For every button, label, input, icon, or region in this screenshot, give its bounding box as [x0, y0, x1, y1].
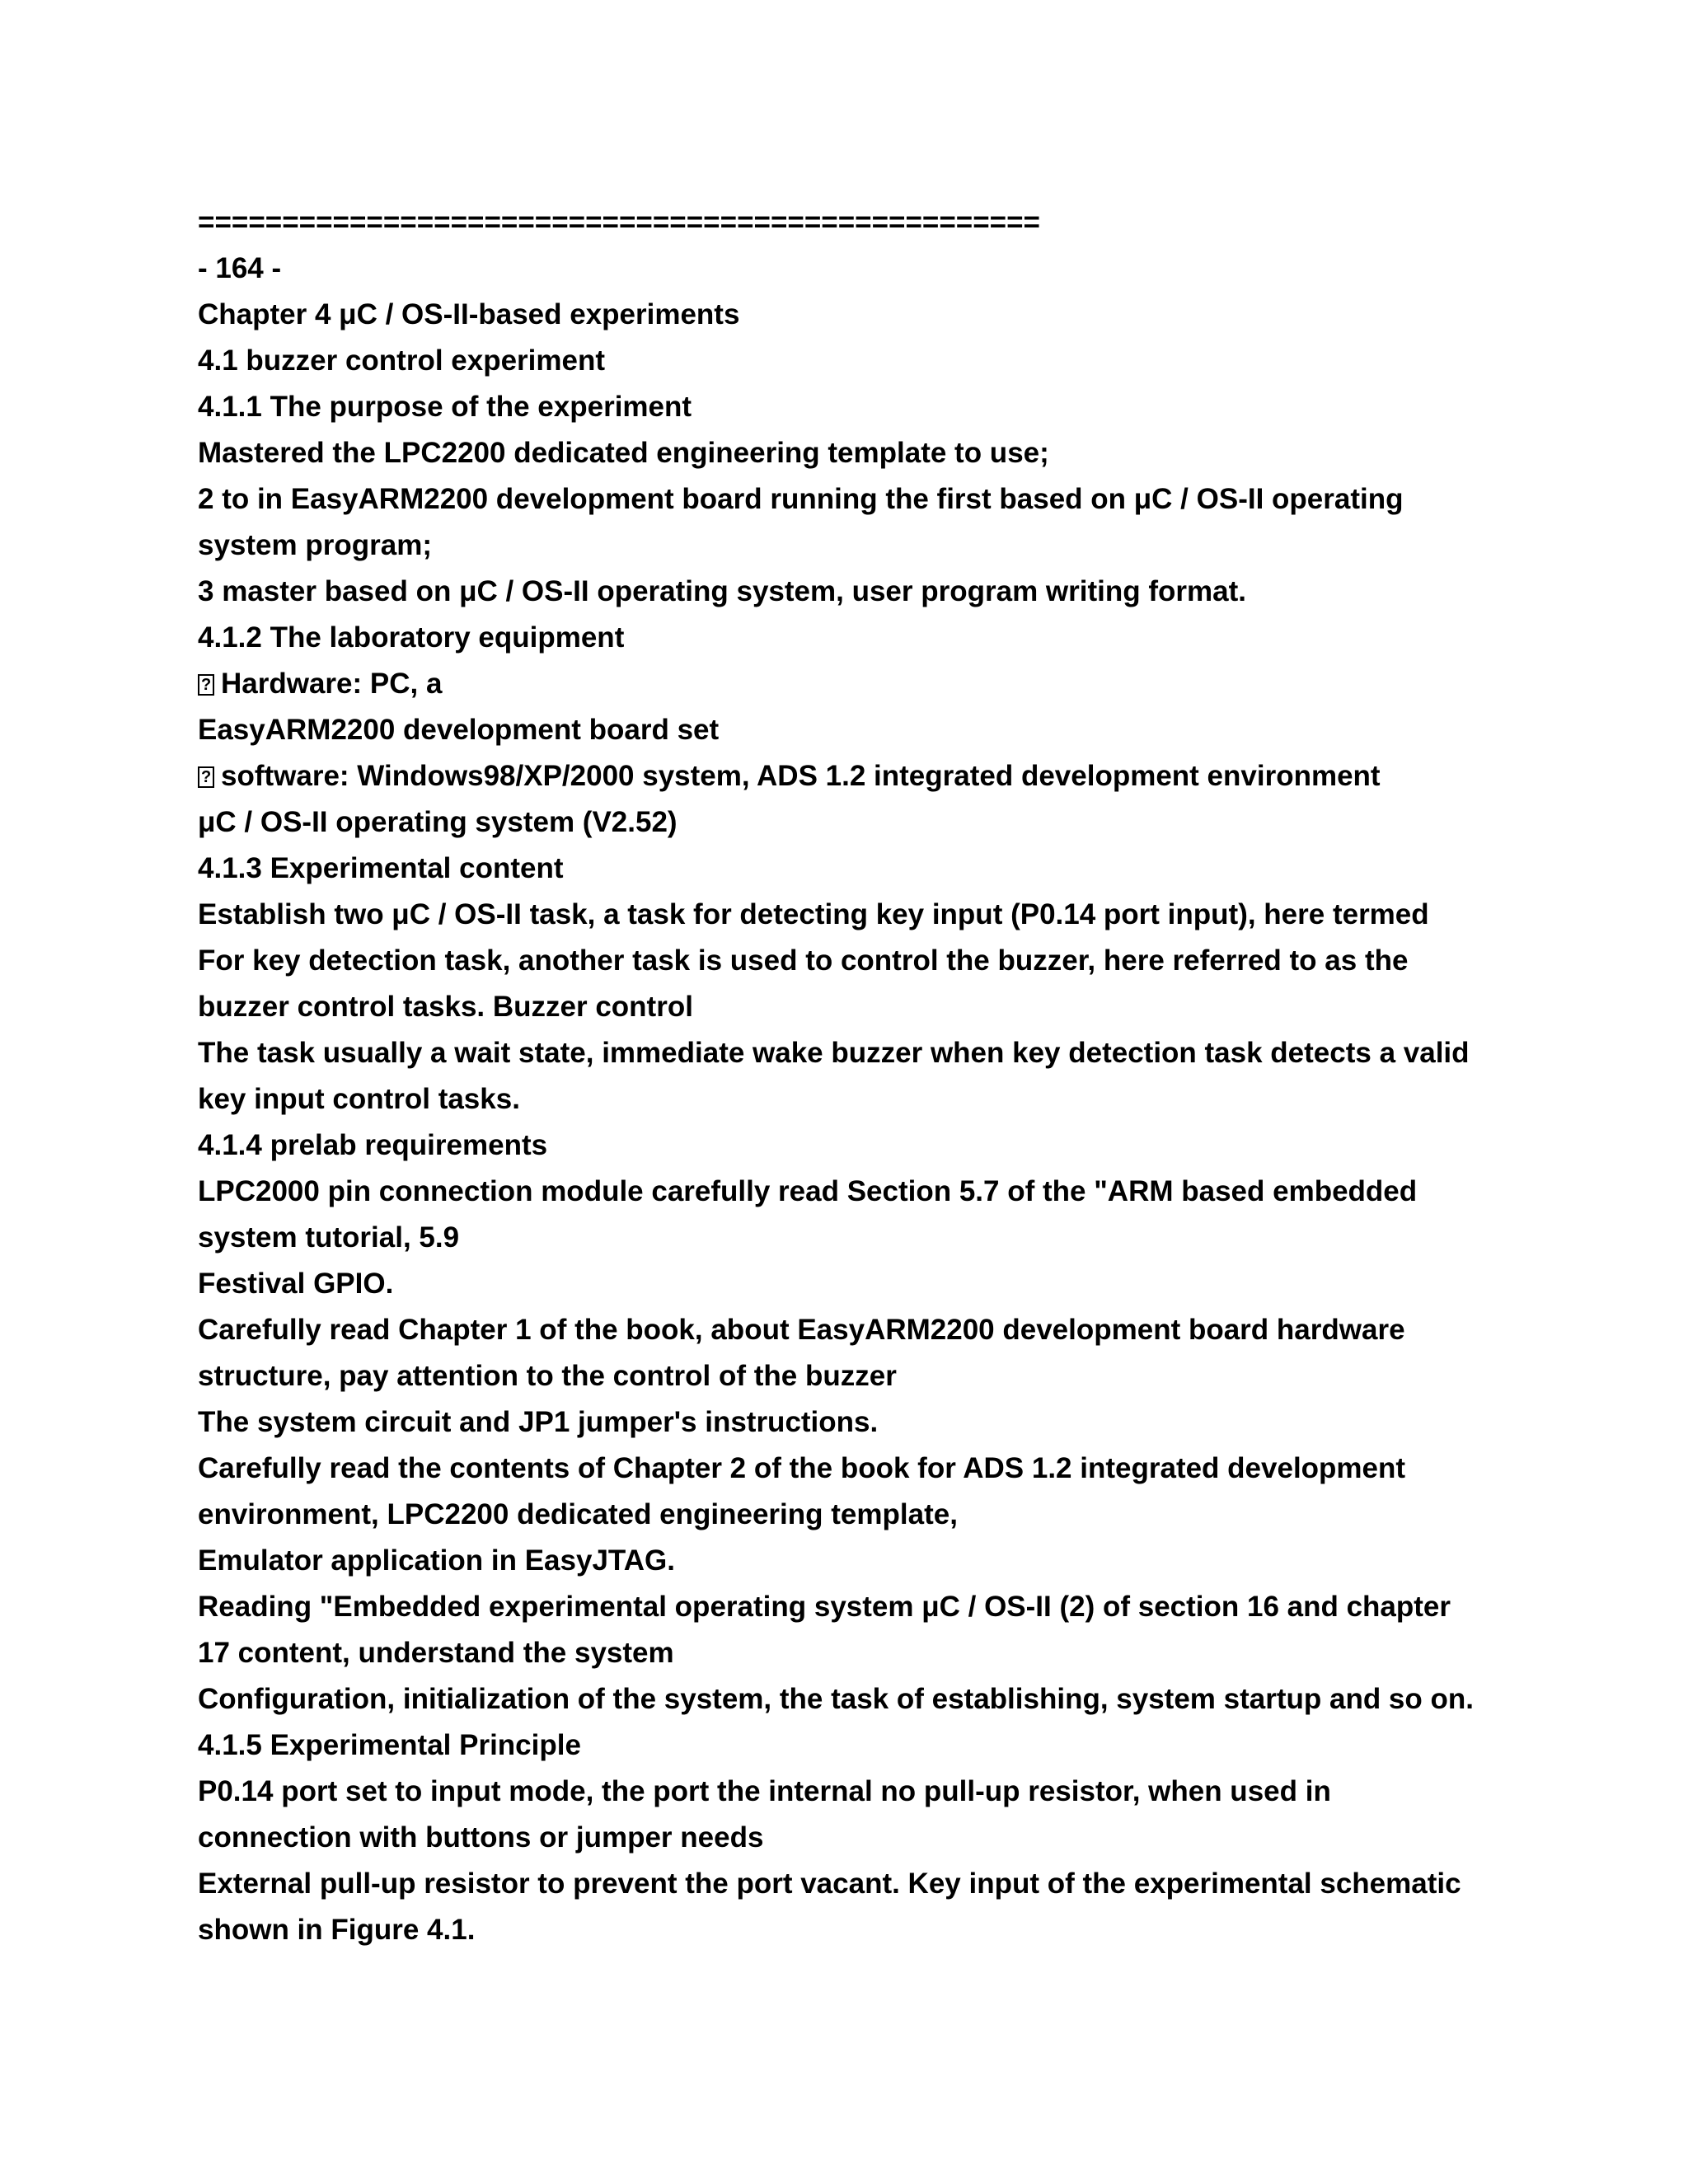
- hardware-line-2: EasyARM2200 development board set: [198, 714, 720, 746]
- purpose-line-1: Mastered the LPC2200 dedicated engineering template to use;: [198, 437, 1049, 469]
- principle-line-2: connection with buttons or jumper needs: [198, 1821, 764, 1854]
- prelab-line-3: Festival GPIO.: [198, 1268, 394, 1300]
- missing-glyph-bullet-icon: [198, 766, 214, 788]
- content-line-3: buzzer control tasks. Buzzer control: [198, 991, 693, 1023]
- prelab-line-12: Configuration, initialization of the system, the task of establishing, system startup and so on.: [198, 1683, 1474, 1715]
- hardware-text: Hardware: PC, a: [221, 668, 443, 700]
- prelab-line-11: 17 content, understand the system: [198, 1637, 674, 1669]
- content-heading: 4.1.3 Experimental content: [198, 852, 564, 884]
- purpose-heading: 4.1.1 The purpose of the experiment: [198, 391, 692, 423]
- chapter-title: Chapter 4 μC / OS-II-based experiments: [198, 298, 740, 330]
- prelab-line-8: environment, LPC2200 dedicated engineering template,: [198, 1498, 958, 1530]
- prelab-heading: 4.1.4 prelab requirements: [198, 1129, 548, 1161]
- prelab-line-6: The system circuit and JP1 jumper's instructions.: [198, 1406, 879, 1438]
- content-line-5: key input control tasks.: [198, 1083, 520, 1115]
- equipment-heading: 4.1.2 The laboratory equipment: [198, 621, 625, 654]
- purpose-line-4: 3 master based on μC / OS-II operating system, user program writing format.: [198, 575, 1246, 607]
- prelab-line-4: Carefully read Chapter 1 of the book, about EasyARM2200 development board hardware: [198, 1314, 1405, 1346]
- document-page: [198, 199, 1484, 1953]
- prelab-line-2: system tutorial, 5.9: [198, 1221, 460, 1254]
- missing-glyph-bullet-icon: [198, 674, 214, 696]
- software-text: software: Windows98/XP/2000 system, ADS 1.2 integrated development environment: [221, 760, 1381, 792]
- principle-line-4: shown in Figure 4.1.: [198, 1914, 476, 1946]
- principle-line-1: P0.14 port set to input mode, the port the internal no pull-up resistor, when used in: [198, 1775, 1331, 1807]
- software-line-2: μC / OS-II operating system (V2.52): [198, 806, 678, 838]
- content-line-2: For key detection task, another task is used to control the buzzer, here referred to as the: [198, 944, 1409, 977]
- prelab-line-1: LPC2000 pin connection module carefully read Section 5.7 of the "ARM based embedded: [198, 1175, 1418, 1207]
- section-title: 4.1 buzzer control experiment: [198, 344, 606, 377]
- purpose-line-3: system program;: [198, 529, 432, 561]
- principle-heading: 4.1.5 Experimental Principle: [198, 1729, 581, 1761]
- content-line-4: The task usually a wait state, immediate wake buzzer when key detection task detects a valid: [198, 1037, 1470, 1069]
- prelab-line-9: Emulator application in EasyJTAG.: [198, 1544, 675, 1577]
- software-line-1: [198, 753, 1484, 799]
- prelab-line-7: Carefully read the contents of Chapter 2 of the book for ADS 1.2 integrated development: [198, 1452, 1406, 1484]
- principle-line-3: External pull-up resistor to prevent the port vacant. Key input of the experimental schematic: [198, 1868, 1461, 1900]
- page-number: - 164 -: [198, 252, 282, 284]
- separator-line: ==================================================: [198, 206, 1040, 238]
- prelab-line-5: structure, pay attention to the control of the buzzer: [198, 1360, 897, 1392]
- content-line-1: Establish two μC / OS-II task, a task for detecting key input (P0.14 port input), here termed: [198, 898, 1429, 930]
- prelab-line-10: Reading "Embedded experimental operating system μC / OS-II (2) of section 16 and chapter: [198, 1591, 1451, 1623]
- purpose-line-2: 2 to in EasyARM2200 development board running the first based on μC / OS-II operating: [198, 483, 1404, 515]
- hardware-line-1: [198, 661, 1484, 707]
